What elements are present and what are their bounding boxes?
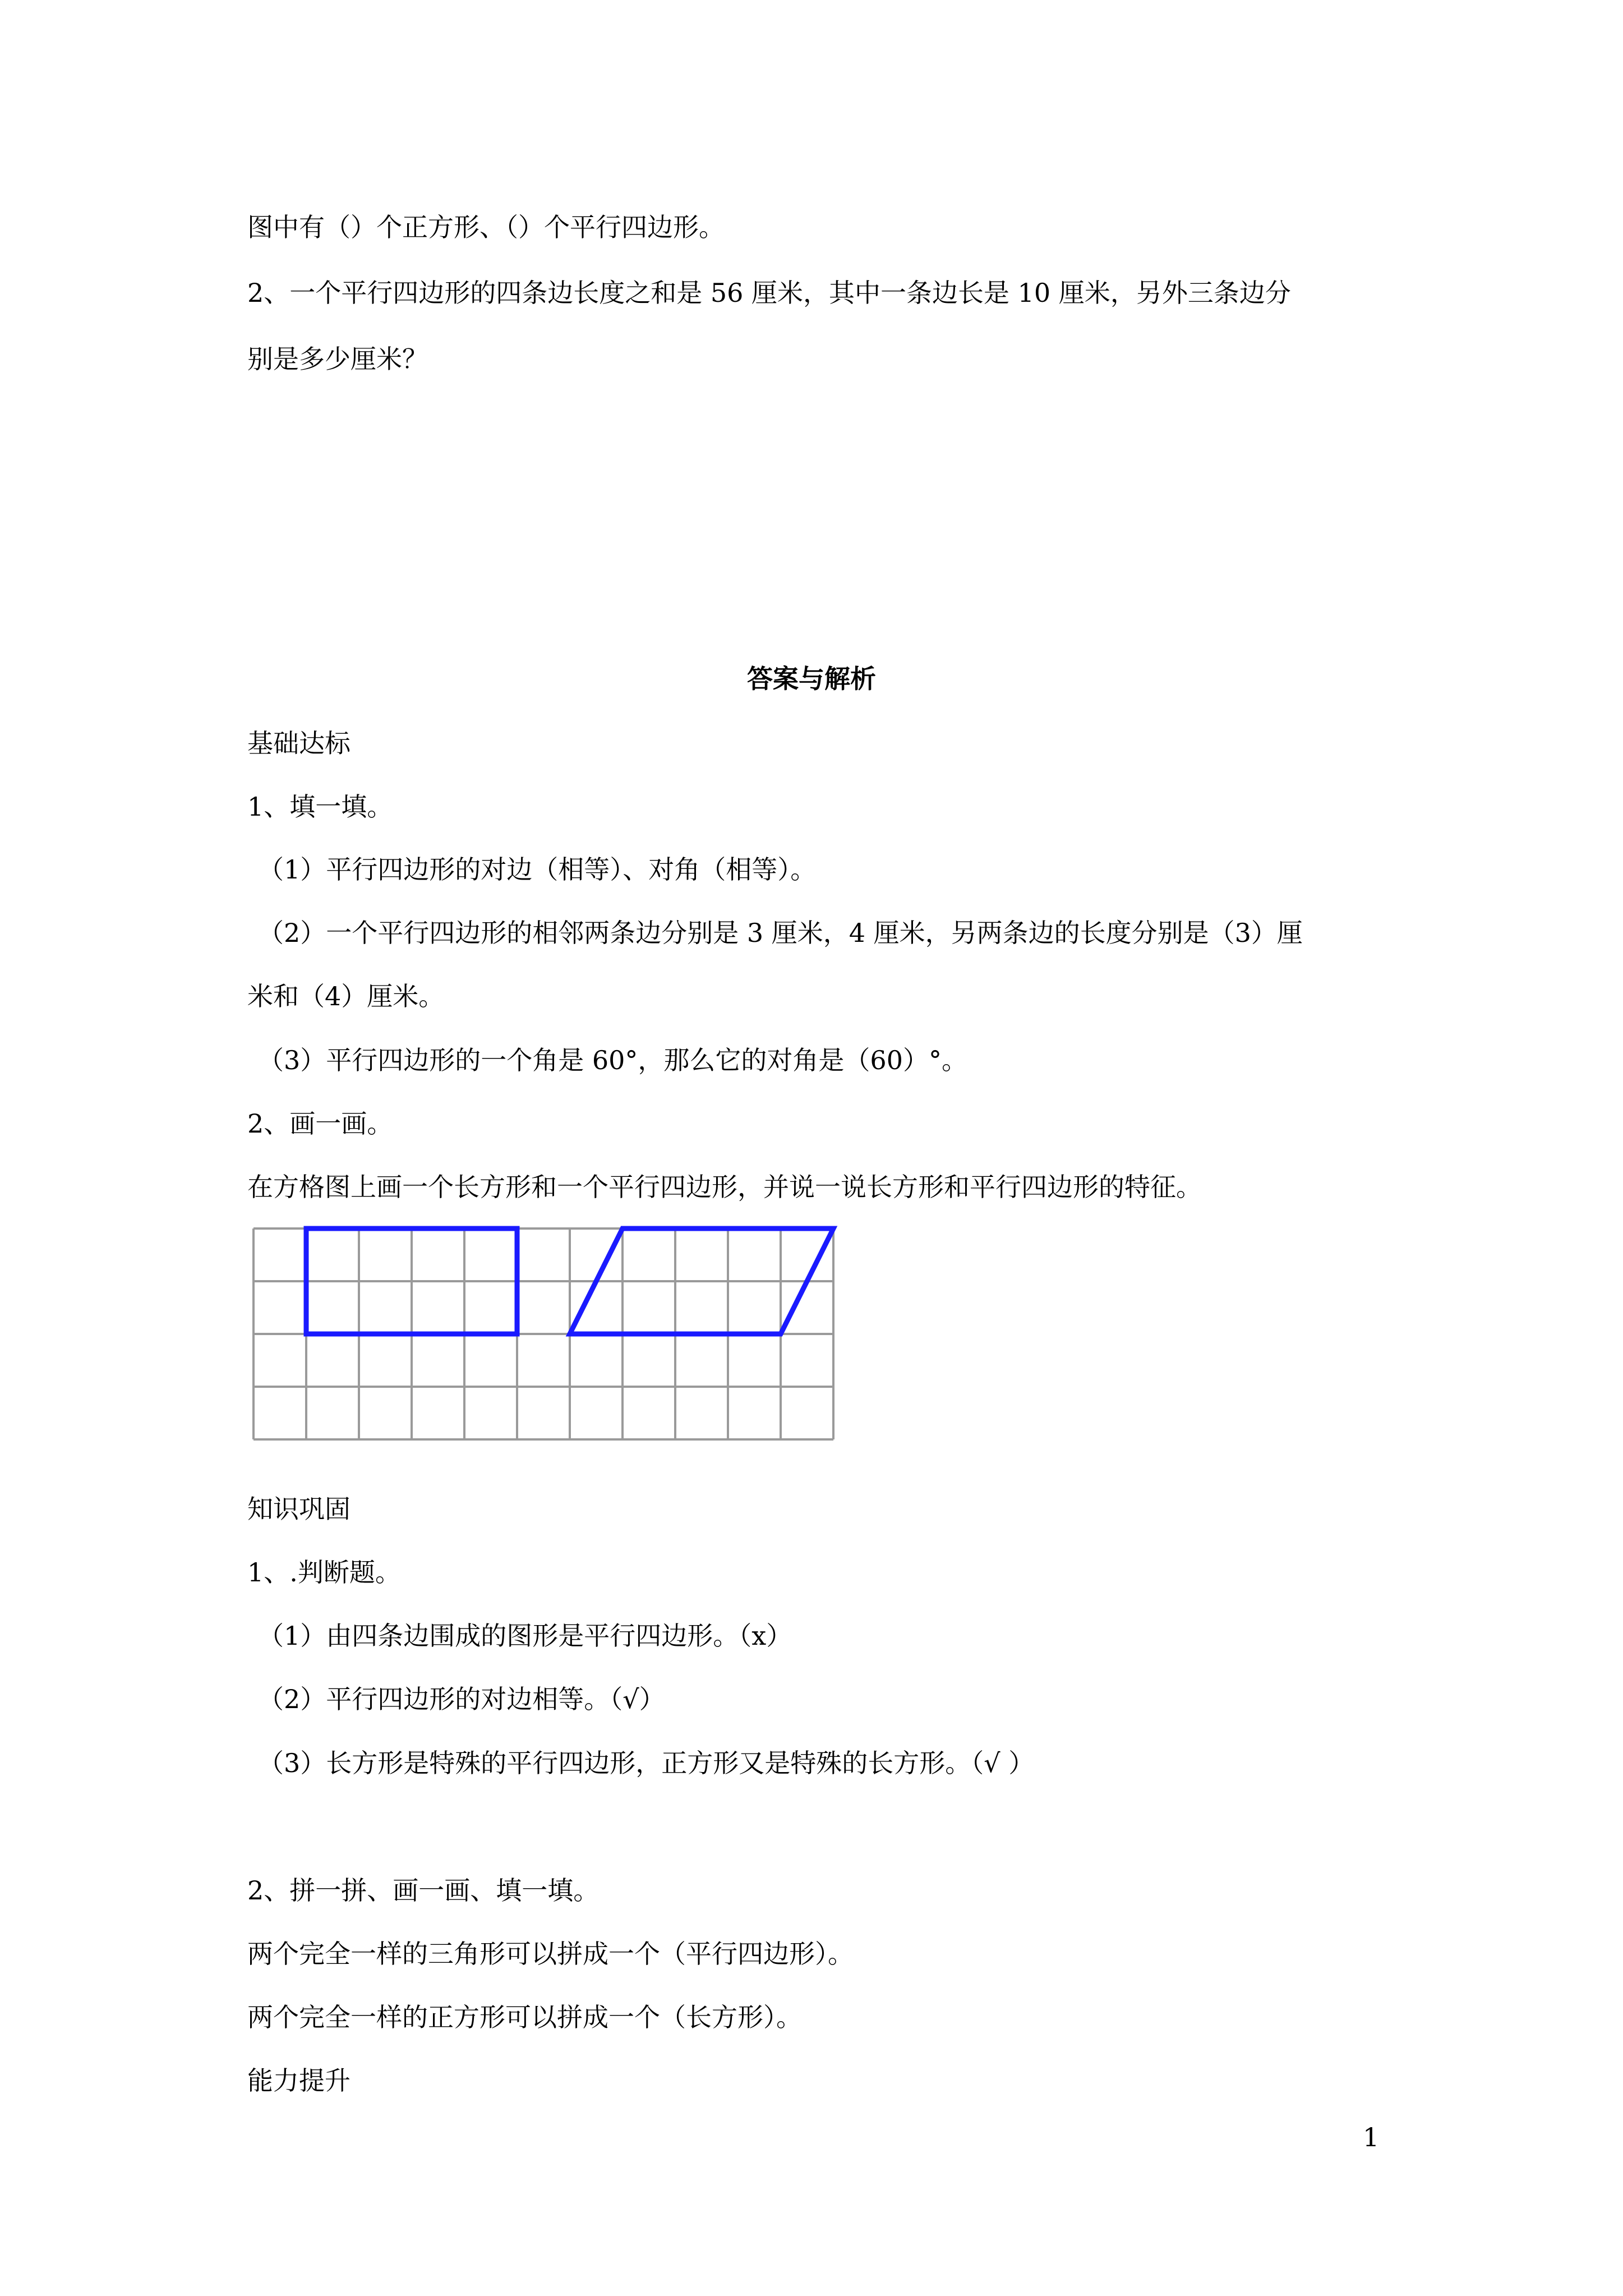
question-2-line-2: 别是多少厘米？ bbox=[247, 344, 428, 374]
answer-1-2-line-1: （2）一个平行四边形的相邻两条边分别是 3 厘米，4 厘米，另两条边的长度分别是（3）厘 bbox=[258, 918, 1303, 948]
question-assemble: 2、拼一拼、画一画、填一填。 bbox=[247, 1875, 600, 1906]
draw-instruction: 在方格图上画一个长方形和一个平行四边形，并说一说长方形和平行四边形的特征。 bbox=[247, 1172, 1202, 1202]
assemble-answer-2: 两个完全一样的正方形可以拼成一个（长方形）。 bbox=[247, 2002, 802, 2032]
section-heading-improvement: 能力提升 bbox=[247, 2065, 351, 2096]
judgement-1: （1）由四条边围成的图形是平行四边形。（x） bbox=[258, 1621, 792, 1651]
answer-1-1: （1）平行四边形的对边（相等）、对角（相等）。 bbox=[258, 854, 817, 885]
judgement-2: （2）平行四边形的对边相等。（√） bbox=[258, 1684, 665, 1714]
section-heading-basic: 基础达标 bbox=[247, 728, 351, 758]
question-2-line-1: 2、一个平行四边形的四条边长度之和是 56 厘米，其中一条边长是 10 厘米，另外三条边分 bbox=[247, 278, 1291, 308]
assemble-answer-1: 两个完全一样的三角形可以拼成一个（平行四边形）。 bbox=[247, 1939, 854, 1969]
page-number: 1 bbox=[1363, 2122, 1380, 2152]
question-draw: 2、画一画。 bbox=[247, 1108, 393, 1139]
question-judgement: 1、.判断题。 bbox=[247, 1557, 401, 1588]
judgement-3: （3）长方形是特殊的平行四边形，正方形又是特殊的长方形。（√ ） bbox=[258, 1748, 1035, 1778]
grid-figure bbox=[247, 1223, 852, 1458]
question-fill-in: 1、填一填。 bbox=[247, 792, 393, 822]
answer-1-2-line-2: 米和（4）厘米。 bbox=[247, 981, 445, 1011]
question-line: 图中有（）个正方形、（）个平行四边形。 bbox=[247, 212, 725, 242]
answers-title: 答案与解析 bbox=[747, 664, 876, 694]
section-heading-consolidation: 知识巩固 bbox=[247, 1494, 351, 1524]
answer-1-3: （3）平行四边形的一个角是 60°，那么它的对角是（60）°。 bbox=[258, 1045, 967, 1075]
